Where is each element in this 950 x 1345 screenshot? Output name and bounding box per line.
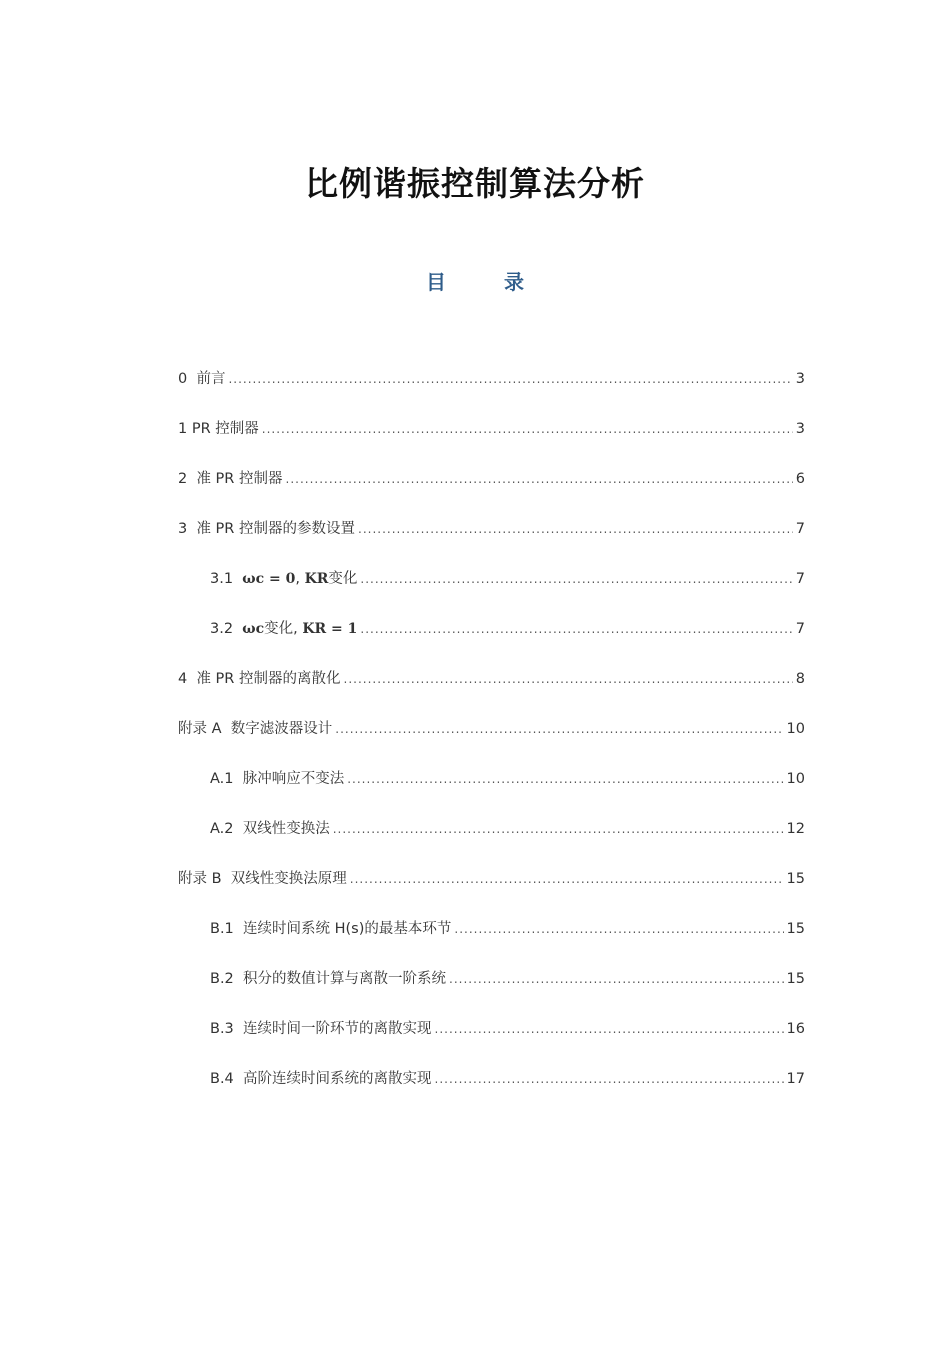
toc-page-number: 7 <box>795 521 805 537</box>
toc-entry-label: 附录 A 数字滤波器设计 <box>178 721 333 737</box>
toc-entry[interactable] <box>178 618 805 668</box>
toc-page-number: 7 <box>795 571 805 587</box>
toc-leader-dots <box>449 968 784 990</box>
toc-page-number: 15 <box>786 971 805 987</box>
toc-entry[interactable] <box>178 1068 805 1118</box>
toc-entry[interactable] <box>178 968 805 1018</box>
toc-leader-dots <box>454 918 783 940</box>
toc-entry-label: A.1 脉冲响应不变法 <box>210 771 345 787</box>
toc-leader-dots <box>262 418 793 440</box>
toc-page-number: 16 <box>786 1021 805 1037</box>
toc-entry-label: 4 准 PR 控制器的离散化 <box>178 671 341 687</box>
toc-entry[interactable] <box>178 468 805 518</box>
toc-page-number: 8 <box>795 671 805 687</box>
toc-entry-label: 0 前言 <box>178 371 226 387</box>
toc-page-number: 12 <box>786 821 805 837</box>
toc-entry[interactable] <box>178 1018 805 1068</box>
toc-leader-dots <box>344 668 793 690</box>
toc-page-number: 15 <box>786 921 805 937</box>
toc-page-number: 10 <box>786 721 805 737</box>
toc-entry-label: B.3 连续时间一阶环节的离散实现 <box>210 1021 432 1037</box>
toc-leader-dots <box>360 568 792 590</box>
toc-entry[interactable] <box>178 668 805 718</box>
toc-entry[interactable] <box>178 568 805 618</box>
toc-entry[interactable] <box>178 518 805 568</box>
toc-math-expression: KR <box>304 571 329 587</box>
toc-entry-label: 1 PR 控制器 <box>178 421 259 437</box>
toc-leader-dots <box>435 1018 784 1040</box>
table-of-contents <box>178 368 805 1118</box>
toc-heading <box>0 266 950 295</box>
toc-leader-dots <box>435 1068 784 1090</box>
toc-math-expression: ωc = 0 <box>242 571 296 587</box>
toc-page-number: 3 <box>795 371 805 387</box>
toc-math-expression: KR = 1 <box>302 621 358 637</box>
toc-leader-dots <box>360 618 792 640</box>
toc-entry-label: 3 准 PR 控制器的参数设置 <box>178 521 355 537</box>
toc-leader-dots <box>333 818 784 840</box>
toc-page-number: 17 <box>786 1071 805 1087</box>
toc-entry-label: A.2 双线性变换法 <box>210 821 330 837</box>
toc-leader-dots <box>350 868 784 890</box>
toc-leader-dots <box>335 718 783 740</box>
toc-page-number: 3 <box>795 421 805 437</box>
toc-heading-char-1: 目 <box>426 270 446 294</box>
toc-entry[interactable] <box>178 868 805 918</box>
toc-entry[interactable] <box>178 718 805 768</box>
toc-entry[interactable] <box>178 818 805 868</box>
toc-entry[interactable] <box>178 918 805 968</box>
toc-entry[interactable] <box>178 368 805 418</box>
toc-leader-dots <box>358 518 793 540</box>
toc-leader-dots <box>286 468 793 490</box>
document-title: 比例谐振控制算法分析 <box>305 164 645 203</box>
toc-entry-label: B.4 高阶连续时间系统的离散实现 <box>210 1071 432 1087</box>
toc-heading-char-2: 录 <box>504 270 524 294</box>
toc-entry-label: 附录 B 双线性变换法原理 <box>178 871 347 887</box>
toc-entry[interactable] <box>178 768 805 818</box>
toc-page-number: 10 <box>786 771 805 787</box>
toc-page-number: 6 <box>795 471 805 487</box>
toc-entry-label: B.2 积分的数值计算与离散一阶系统 <box>210 971 447 987</box>
toc-entry-label: B.1 连续时间系统 H(s)的最基本环节 <box>210 921 452 937</box>
toc-page-number: 7 <box>795 621 805 637</box>
toc-entry-label: 3.1 ωc = 0, KR变化 <box>210 571 358 587</box>
toc-page-number: 15 <box>786 871 805 887</box>
toc-entry[interactable] <box>178 418 805 468</box>
toc-entry-label: 2 准 PR 控制器 <box>178 471 283 487</box>
toc-math-expression: ωc <box>242 621 265 637</box>
toc-entry-label: 3.2 ωc变化, KR = 1 <box>210 621 358 637</box>
toc-leader-dots <box>228 368 792 390</box>
toc-leader-dots <box>347 768 783 790</box>
